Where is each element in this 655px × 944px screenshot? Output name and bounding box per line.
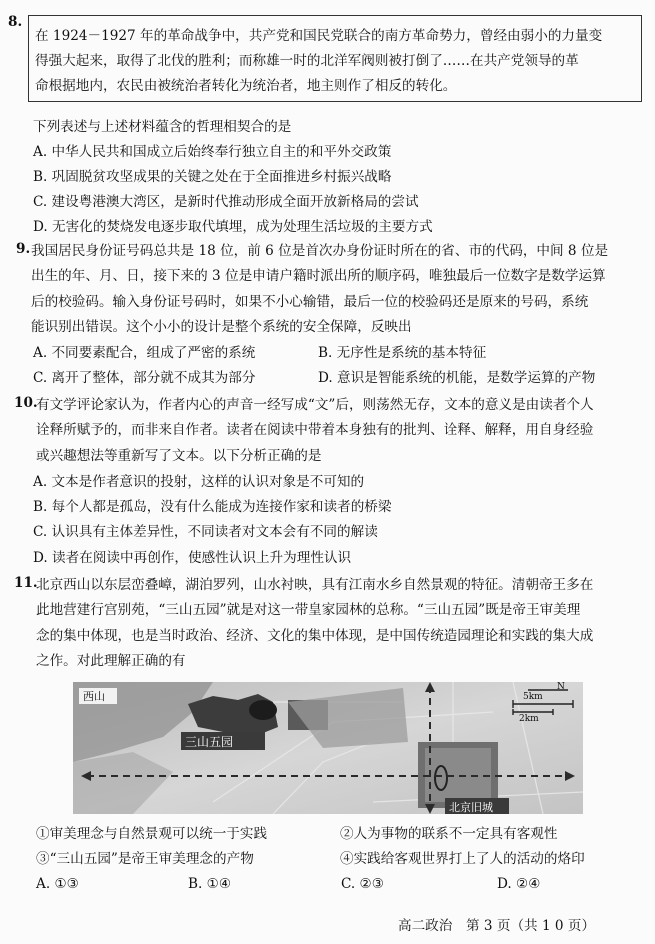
q11-stem-line-1: 北京西山以东层峦叠嶂，湖泊罗列，山水衬映，具有江南水乡自然景观的特征。清朝帝王多在	[36, 577, 594, 593]
question-10-number: 10.	[14, 395, 38, 411]
q11-option-b: B. ①④	[188, 876, 232, 892]
q9-stem-line-3: 后的校验码。输入身份证号码时，如果不小心输错，最后一位的校验码还是原来的号码，系统	[31, 294, 589, 310]
map-label-xishan: 西山	[83, 690, 105, 703]
q11-statement-3: ③“三山五园”是帝王审美理念的产物	[36, 851, 254, 867]
q8-material-line-1: 在 1924－1927 年的革命战争中，共产党和国民党联合的南方革命势力，曾经由弱小的力量变	[35, 28, 603, 44]
q11-stem-line-2: 此地营建行宫别苑，“三山五园”就是对这一带皇家园林的总称。“三山五园”既是帝王审美理	[36, 602, 581, 618]
q8-option-a: A. 中华人民共和国成立后始终奉行独立自主的和平外交政策	[33, 144, 392, 160]
north-arrow-label: N	[557, 682, 565, 692]
q8-option-d: D. 无害化的焚烧发电逐步取代填埋，成为处理生活垃圾的主要方式	[33, 219, 433, 235]
q11-option-d: D. ②④	[497, 876, 541, 892]
q9-stem-line-2: 出生的年、月、日，接下来的 3 位是申请户籍时派出所的顺序码，唯独最后一位数字是数学运算	[31, 268, 606, 284]
q8-option-b: B. 巩固脱贫攻坚成果的关键之处在于全面推进乡村振兴战略	[33, 169, 392, 185]
map-label-sanshan: 三山五园	[185, 735, 234, 749]
map-graphic	[73, 682, 583, 814]
question-11-number: 11.	[14, 575, 38, 591]
q11-statement-2: ②人为事物的联系不一定具有客观性	[340, 826, 558, 842]
q8-material-box	[28, 15, 642, 102]
sanshan-wuyuan-map	[73, 682, 583, 814]
q8-material-line-2: 得强大起来，取得了北伐的胜利；而称雄一时的北洋军阀则被打倒了……在共产党领导的革	[35, 53, 579, 69]
scale-label-5km: 5km	[523, 692, 543, 702]
q11-statement-1: ①审美理念与自然景观可以统一于实践	[36, 826, 268, 842]
q9-option-c: C. 离开了整体，部分就不成其为部分	[33, 370, 256, 386]
q11-stem-line-3: 念的集中体现，也是当时政治、经济、文化的集中体现，是中国传统造园理论和实践的集大成	[36, 628, 594, 644]
page-footer: 高二政治 第 3 页（共 1 0 页）	[398, 918, 596, 934]
question-9-number: 9.	[16, 241, 31, 257]
q10-option-d: D. 读者在阅读中再创作，使感性认识上升为理性认识	[33, 550, 352, 566]
q9-option-d: D. 意识是智能系统的机能，是数学运算的产物	[318, 370, 596, 386]
q9-option-a: A. 不同要素配合，组成了严密的系统	[33, 345, 256, 361]
q11-option-a: A. ①③	[36, 876, 79, 892]
scale-label-2km: 2km	[519, 714, 539, 724]
q11-stem-line-4: 之作。对此理解正确的有	[36, 653, 186, 669]
q9-option-b: B. 无序性是系统的基本特征	[318, 345, 487, 361]
q10-stem-line-2: 诠释所赋予的，而非来自作者。读者在阅读中带着本身独有的批判、诠释、解释，用自身经验	[36, 422, 594, 438]
q11-option-c: C. ②③	[341, 876, 384, 892]
q10-option-a: A. 文本是作者意识的投射，这样的认识对象是不可知的	[33, 474, 365, 490]
q10-option-c: C. 认识具有主体差异性，不同读者对文本会有不同的解读	[33, 524, 378, 540]
q8-stem: 下列表述与上述材料蕴含的哲理相契合的是	[33, 119, 292, 135]
q9-stem-line-4: 能识别出错误。这个小小的设计是整个系统的安全保障，反映出	[31, 319, 412, 335]
q10-stem-line-3: 或兴趣想法等重新写了文本。以下分析正确的是	[36, 448, 322, 464]
map-label-beijing: 北京旧城	[449, 801, 493, 814]
question-8-number: 8.	[8, 14, 23, 30]
q9-stem-line-1: 我国居民身份证号码总共是 18 位，前 6 位是首次办身份证时所在的省、市的代码，中间 8 位是	[31, 243, 609, 259]
q10-option-b: B. 每个人都是孤岛，没有什么能成为连接作家和读者的桥梁	[33, 499, 392, 515]
q8-option-c: C. 建设粤港澳大湾区，是新时代推动形成全面开放新格局的尝试	[33, 194, 419, 210]
q8-material-line-3: 命根据地内，农民由被统治者转化为统治者，地主则作了相反的转化。	[35, 78, 457, 94]
q11-statement-4: ④实践给客观世界打上了人的活动的烙印	[340, 851, 585, 867]
q10-stem-line-1: 有文学评论家认为，作者内心的声音一经写成“文”后，则荡然无存，文本的意义是由读者个人	[36, 397, 594, 413]
